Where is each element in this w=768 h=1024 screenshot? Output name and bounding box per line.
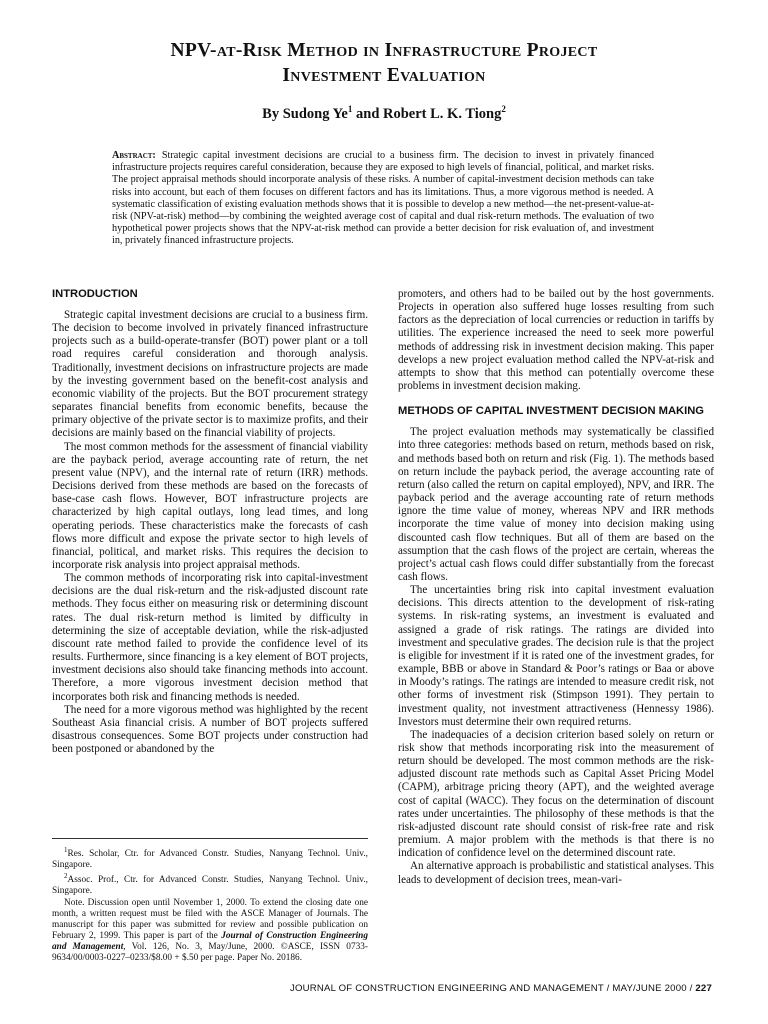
methods-paragraph: The inadequacies of a decision criterion based solely on return or risk show that methods incorporating risk into the measurement of return should be developed. The most common methods are the risk-adjusted discount rate methods such as Capital Asset Pricing Model (CAPM), arbitrage pricing theory (APT), and the weighted average cost of capital (WACC). They focus on the determination of discount rates under uncertainties. The philosophy of these methods is that the risk-adjusted discount rate should consist of risk-free rate and risk premium. A major problem with the methods is that there is no indication of confidence level on the determined discount rate. (398, 728, 714, 860)
title-line-1: NPV-at-Risk Method in Infrastructure Project (170, 40, 598, 61)
paper-title (0, 38, 768, 88)
note-text-a: Note. Discussion open until November 1, 2000. To extend the closing date one month, a written request must be filed with the ASCE Manager of Journals. The manuscript for this paper was submitted for review and possible publication on February 2, 1999. This paper is part of the (52, 897, 368, 941)
author-1-mark: 1 (347, 104, 353, 114)
page-number: 227 (695, 983, 712, 994)
intro-paragraph: Strategic capital investment decisions are crucial to a business firm. The decision to become involved in privately financed infrastructure projects such as a build-operate-transfer (BOT) power plant or a toll road requires careful consideration and thorough analysis. Traditionally, investment decisions on infrastructure projects are made by the investing government based on the benefit-cost analysis and economic viability of the projects. But the BOT procurement strategy separates financial benefits from economic benefits, because the primary objective of the private sector is to maximize profits, and their decisions are mainly based on the financial viability of projects. (52, 309, 368, 440)
by-label: By (262, 105, 280, 122)
page-footer (290, 983, 712, 994)
and-label: and (356, 105, 380, 122)
footer-journal: JOURNAL OF CONSTRUCTION ENGINEERING AND MANAGEMENT / MAY/JUNE 2000 / (289, 983, 696, 994)
intro-paragraph: The common methods of incorporating risk into capital-investment decisions are the dual risk-return and the risk-adjusted discount rate methods. They focus either on measuring risk or determining discount rates. The dual risk-return method is limited by difficulty in determining the size of acceptable deviation, while the risk-adjusted discount rate method failed to provide the confidence level of its results. Furthermore, since financing is a key element of BOT projects, investment decisions also should take financing methods into account. Therefore, a more vigorous investment decision method that incorporates both risk and financing methods is needed. (52, 572, 368, 703)
intro-paragraph: The most common methods for the assessment of financial viability are the payback period, average accounting rate of return, the net present value (NPV), and the internal rate of return (IRR) methods. Decisions derived from these methods are based on the forecasts of base-case cash flows. However, BOT infrastructure projects are characterized by high capital outlays, long lead times, and long operating periods. These characteristics make the forecasts of cash flows more difficult and expose the private sector to high levels of financial, political, and market risks. This requires the decision to incorporate risk analysis into project appraisal methods. (52, 440, 368, 571)
abstract-label: Abstract: (112, 150, 156, 161)
author-1: Sudong Ye (282, 105, 348, 122)
footnotes (52, 838, 368, 964)
methods-paragraph: An alternative approach is probabilistic and statistical analyses. This leads to development of decision trees, mean-vari- (398, 860, 714, 886)
author-2: Robert L. K. Tiong (383, 105, 502, 122)
continued-paragraph: promoters, and others had to be bailed out by the host governments. Projects in operation also suffered huge losses resulting from such factors as the depreciation of local currencies or reduction in tariffs by utilities. The experience increased the need to seek more powerful methods of addressing risk in investment decision making. This paper develops a new project evaluation method called the NPV-at-risk and attempts to show that this method can potentially overcome these problems in investment decision making. (398, 288, 714, 393)
introduction-heading: INTRODUCTION (52, 288, 138, 300)
left-column (52, 288, 368, 756)
methods-heading: METHODS OF CAPITAL INVESTMENT DECISION MAKING (398, 405, 705, 418)
abstract (112, 150, 654, 248)
discussion-note (52, 898, 368, 965)
note-journal-name: Journal of Construction Engineering and Management (52, 930, 368, 952)
footnote-2-text: Assoc. Prof., Ctr. for Advanced Constr. Studies, Nanyang Technol. Univ., Singapore. (52, 875, 368, 897)
methods-paragraph: The uncertainties bring risk into capital investment evaluation decisions. This directs attention to the development of risk-rating systems. In risk-rating systems, an investment is evaluated and assigned a grade of risk ratings. The ratings are divided into investment and speculative grades. The decision rule is that the project is eligible for investment if it is rated one of the investment grades, for example, BBB or above in Standard & Poor’s ratings or Baa or above in Moody’s ratings. The ratings are intended to measure credit risk, not other forms of investment risk (Stimpson 1991). They pertain to investment quality, not investment attractiveness (Hennessy 1986). Investors must determine their own required returns. (398, 584, 714, 728)
author-2-mark: 2 (501, 104, 506, 114)
footnote-1 (52, 845, 368, 871)
abstract-text: Strategic capital investment decisions are crucial to a business firm. The decision to invest in privately financed infrastructure projects requires careful consideration, because they are exposed to high levels of financial, political, and market risks. The project appraisal methods should incorporate analysis of these risks. A number of capital-investment decision methods can take risks into account, but each of them focuses on different factors and has its limitations. Thus, a more vigorous method is needed. A systematic classification of existing evaluation methods shows that it is possible to develop a new method—the net-present-value-at-risk (NPV-at-risk) method—by combining the weighted average cost of capital and dual risk-return methods. The evaluation of two hypothetical power projects shows that the NPV-at-risk method can provide a better decision for risk evaluation of, and investment in, privately financed infrastructure projects. (112, 150, 654, 247)
footnote-2-mark: 2 (64, 872, 68, 881)
right-column (398, 288, 714, 887)
note-text-b: , Vol. 126, No. 3, May/June, 2000. ©ASCE, ISSN 0733-9634/00/0003-0227–0233/$8.00 + $.50 per page. Paper No. 20186. (52, 941, 368, 964)
title-line-2: Investment Evaluation (282, 65, 486, 86)
footnote-1-mark: 1 (64, 846, 68, 854)
footnote-1-text: Res. Scholar, Ctr. for Advanced Constr. Studies, Nanyang Technol. Univ., Singapore. (52, 849, 368, 871)
intro-paragraph: The need for a more vigorous method was highlighted by the recent Southeast Asia financial crisis. A number of BOT projects suffered disastrous consequences. Some BOT projects under construction had been postponed or abandoned by the (52, 703, 368, 756)
footnote-2 (52, 871, 368, 897)
author-line (0, 104, 768, 123)
methods-paragraph: The project evaluation methods may systematically be classified into three categories: methods based on return, methods based on risk, and methods based both on return and risk (Fig. 1). The methods based on return include the payback period, the average accounting rate of return (also called the return on capital employed), NPV, and IRR. The payback period and the average accounting rate of return methods ignore the time value of money, whereas NPV and IRR methods incorporate the time value of money into decision making using discounted cash flow techniques. But all of them are based on the assumption that the cash flows of the project are certain, whereas the project’s actual cash flows could differ substantially from the forecast cash flows. (398, 426, 714, 583)
